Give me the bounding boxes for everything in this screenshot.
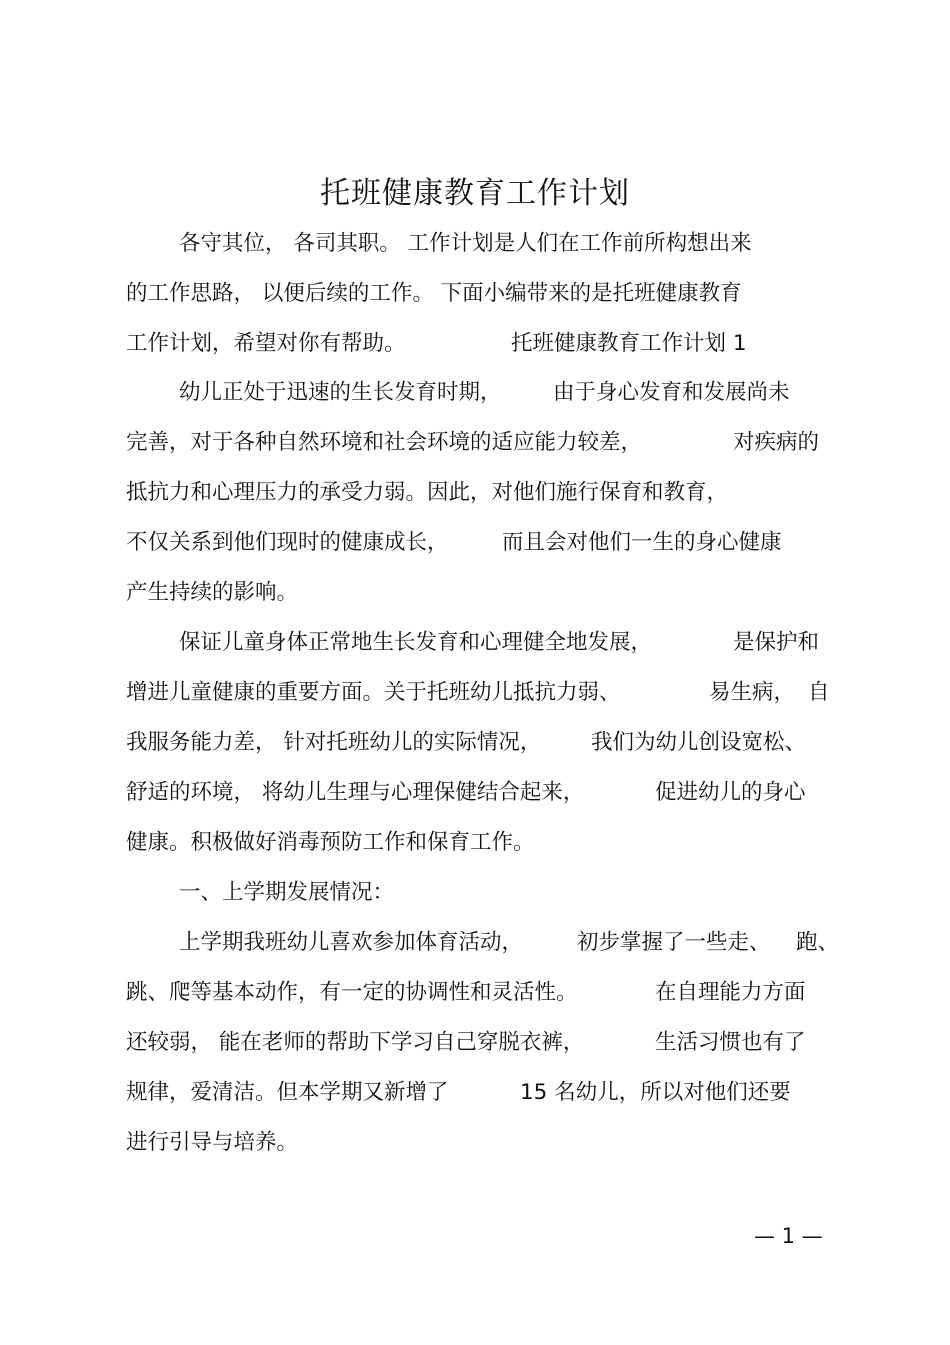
text-line: 增进儿童健康的重要方面。关于托班幼儿抵抗力弱、 [126,680,621,705]
text-line: 托班健康教育工作计划 1 [511,331,747,356]
text-line: 还较弱， 能在老师的帮助下学习自己穿脱衣裤， [126,1030,585,1055]
text-line: 工作计划，希望对你有帮助。 [126,331,406,356]
text-line: 我服务能力差， 针对托班幼儿的实际情况， [126,730,542,755]
text-line: 15 名幼儿，所以对他们还要 [520,1080,791,1105]
text-line: 抵抗力和心理压力的承受力弱。因此，对他们施行保育和教育， [126,480,729,505]
text-line: 自 [808,680,830,705]
text-line: 由于身心发育和发展尚未 [553,380,790,405]
section-heading: 一、上学期发展情况： [179,880,395,905]
text-line: 是保护和 [733,630,820,655]
text-line: 进行引导与培养。 [126,1130,299,1155]
text-line: 健康。积极做好消毒预防工作和保育工作。 [126,830,535,855]
text-line: 舒适的环境， 将幼儿生理与心理保健结合起来， [126,780,585,805]
text-line: 跑、 [796,930,840,955]
text-line: 产生持续的影响。 [126,580,299,605]
text-line: 初步掌握了一些走、 [577,930,771,955]
text-line: 对疾病的 [733,430,820,455]
document-title: 托班健康教育工作计划 [320,176,630,211]
text-line: 促进幼儿的身心 [655,780,806,805]
text-line: 各守其位， 各司其职。 工作计划是人们在工作前所构想出来 [179,231,752,256]
text-line: 而且会对他们一生的身心健康 [502,530,782,555]
text-line: 的工作思路， 以便后续的工作。 下面小编带来的是托班健康教育 [126,281,742,306]
text-line: 完善，对于各种自然环境和社会环境的适应能力较差， [126,430,643,455]
text-line: 规律，爱清洁。但本学期又新增了 [126,1080,449,1105]
page-number: — 1 — [754,1224,823,1248]
text-line: 不仅关系到他们现时的健康成长， [126,530,449,555]
text-line: 上学期我班幼儿喜欢参加体育活动， [179,930,524,955]
text-line: 保证儿童身体正常地生长发育和心理健全地发展， [179,630,653,655]
text-line: 幼儿正处于迅速的生长发育时期， [179,380,502,405]
text-line: 我们为幼儿创设宽松、 [591,730,807,755]
text-line: 生活习惯也有了 [655,1030,806,1055]
text-line: 易生病， [709,680,796,705]
text-line: 跳、爬等基本动作，有一定的协调性和灵活性。 [126,980,578,1005]
text-line: 在自理能力方面 [655,980,806,1005]
